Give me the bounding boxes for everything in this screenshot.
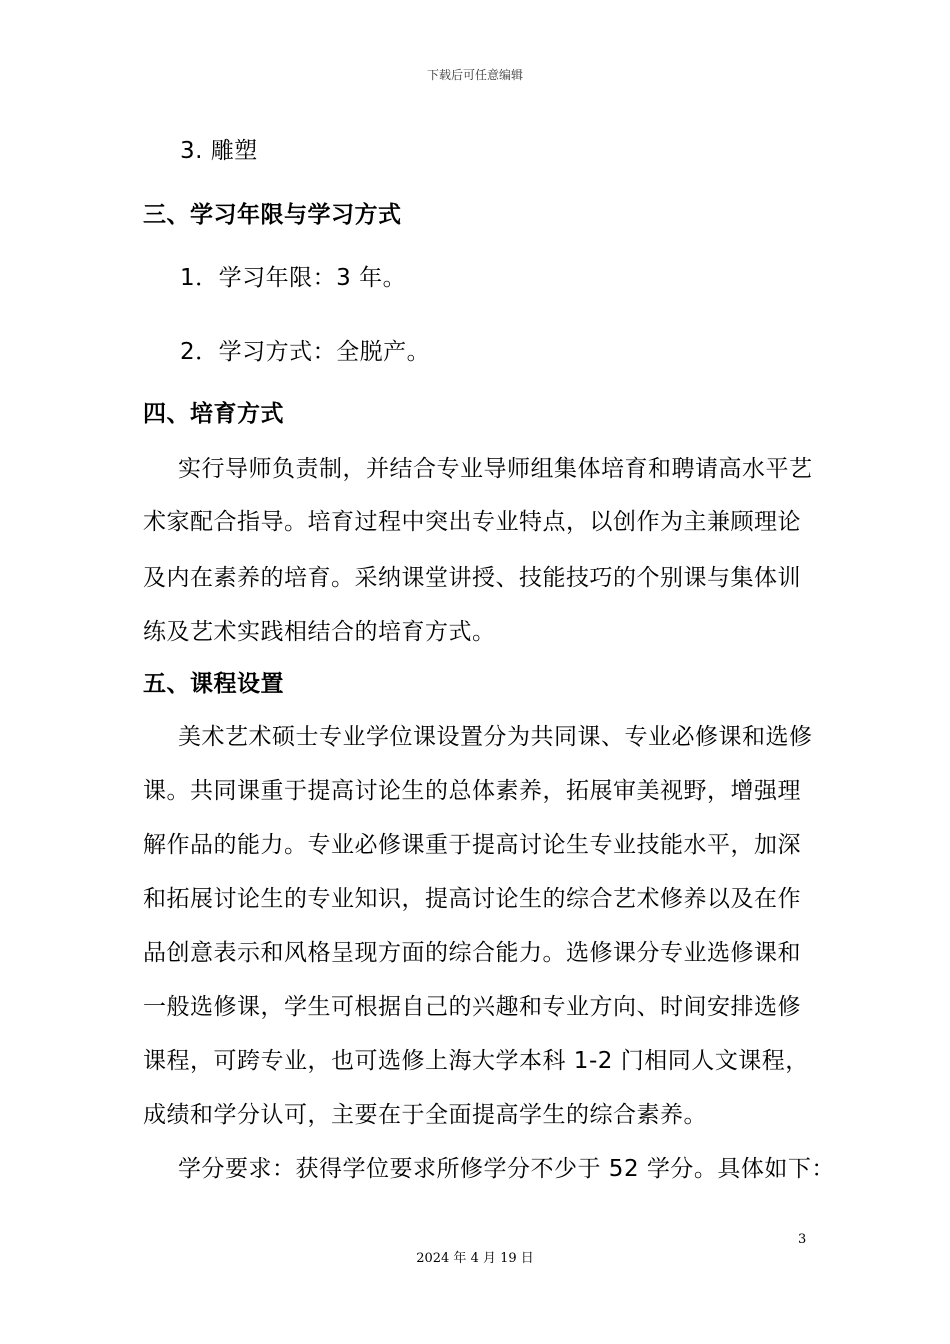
section5-paragraph-line: 和拓展讨论生的专业知识，提高讨论生的综合艺术修养以及在作 <box>143 886 801 912</box>
header-note: 下载后可任意编辑 <box>426 68 523 82</box>
footer-date: 2024 年 4 月 19 日 <box>416 1251 534 1266</box>
section5-title: 五、课程设置 <box>143 671 284 697</box>
section5-paragraph-line: 解作品的能力。专业必修课重于提高讨论生专业技能水平，加深 <box>143 832 801 858</box>
section4-paragraph-line: 实行导师负责制，并结合专业导师组集体培育和聘请高水平艺 <box>178 456 813 482</box>
section4-paragraph-line: 及内在素养的培育。采纳课堂讲授、技能技巧的个别课与集体训 <box>143 565 801 591</box>
section5-paragraph-line: 美术艺术硕士专业学位课设置分为共同课、专业必修课和选修 <box>178 724 813 750</box>
section5-paragraph-line: 课。共同课重于提高讨论生的总体素养，拓展审美视野，增强理 <box>143 778 801 804</box>
section3-title: 三、学习年限与学习方式 <box>143 202 402 228</box>
section4-paragraph-line: 术家配合指导。培育过程中突出专业特点，以创作为主兼顾理论 <box>143 509 801 535</box>
section5-paragraph-line: 课程，可跨专业，也可选修上海大学本科 1-2 门相同人文课程， <box>143 1048 809 1074</box>
credit-requirement: 学分要求：获得学位要求所修学分不少于 52 学分。具体如下： <box>178 1156 835 1182</box>
page-number: 3 <box>798 1232 807 1247</box>
section5-paragraph-line: 品创意表示和风格呈现方面的综合能力。选修课分专业选修课和 <box>143 940 801 966</box>
item-sculpture: 3. 雕塑 <box>180 138 258 164</box>
section4-paragraph-line: 练及艺术实践相结合的培育方式。 <box>143 619 496 645</box>
section4-title: 四、培育方式 <box>143 401 284 427</box>
section5-paragraph-line: 成绩和学分认可，主要在于全面提高学生的综合素养。 <box>143 1102 707 1128</box>
section3-item-1: 1．学习年限：3 年。 <box>180 265 407 291</box>
section5-paragraph-line: 一般选修课，学生可根据自己的兴趣和专业方向、时间安排选修 <box>143 994 801 1020</box>
section3-item-2: 2．学习方式：全脱产。 <box>180 339 431 365</box>
